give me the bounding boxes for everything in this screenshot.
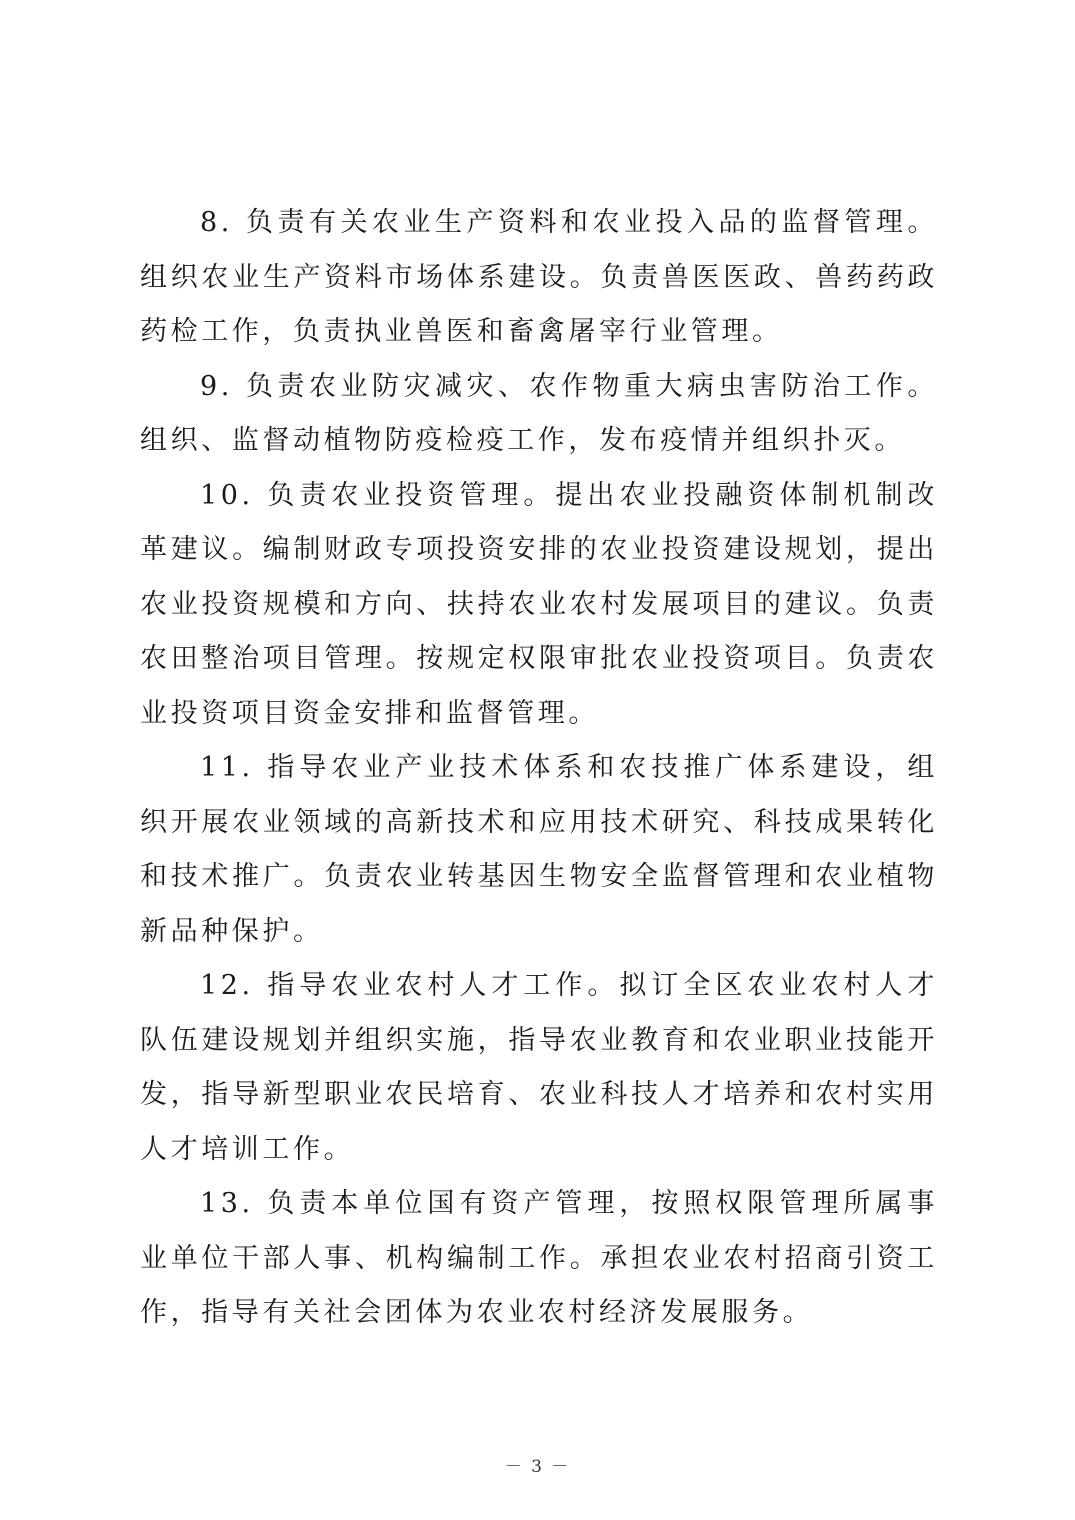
paragraph-item-9: 9. 负责农业防灾减灾、农作物重大病虫害防治工作。组织、监督动植物防疫检疫工作，发布疫情并组织扑灭。 [140, 370, 938, 456]
paragraph-item-10: 10. 负责农业投资管理。提出农业投融资体制机制改革建议。编制财政专项投资安排的农业投资建设规划，提出农业投资规模和方向、扶持农业农村发展项目的建议。负责农田整治项目管理。按规定权限审批农业投资项目。负责农业投资项目资金安排和监督管理。 [140, 479, 938, 729]
page-number: － 3 － [504, 1457, 571, 1477]
paragraph-item-13: 13. 负责本单位国有资产管理，按照权限管理所属事业单位干部人事、机构编制工作。承担农业农村招商引资工作，指导有关社会团体为农业农村经济发展服务。 [140, 1188, 938, 1328]
paragraph-item-11: 11. 指导农业产业技术体系和农技推广体系建设，组织开展农业领域的高新技术和应用技术研究、科技成果转化和技术推广。负责农业转基因生物安全监督管理和农业植物新品种保护。 [140, 752, 938, 947]
body-text [140, 196, 938, 1341]
paragraph-item-8: 8. 负责有关农业生产资料和农业投入品的监督管理。组织农业生产资料市场体系建设。负责兽医医政、兽药药政药检工作，负责执业兽医和畜禽屠宰行业管理。 [140, 207, 938, 347]
paragraph-item-12: 12. 指导农业农村人才工作。拟订全区农业农村人才队伍建设规划并组织实施，指导农业教育和农业职业技能开发，指导新型职业农民培育、农业科技人才培养和农村实用人才培训工作。 [140, 970, 938, 1165]
